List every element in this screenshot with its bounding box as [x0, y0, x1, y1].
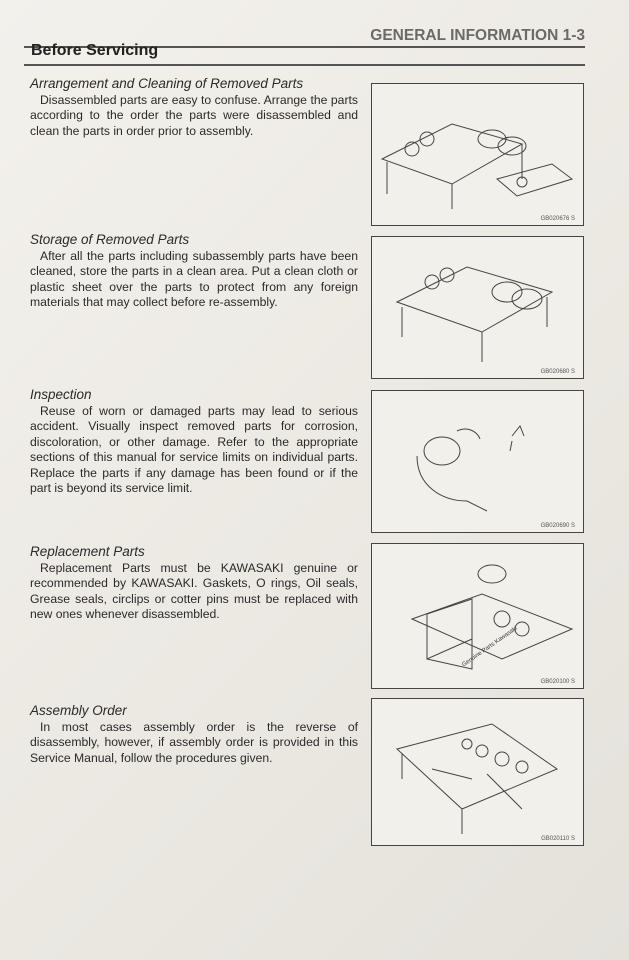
figure-replacement-parts	[371, 543, 584, 689]
section-title: Assembly Order	[30, 703, 127, 718]
figure-code: GB020690 S	[540, 523, 575, 529]
section-body: Replacement Parts must be KAWASAKI genuine or recommended by KAWASAKI. Gaskets, O rings, Oil seals, Grease seals, circlips or cotter pins must be replaced with new ones whenever disassembled.	[30, 560, 358, 621]
section-storage	[30, 232, 358, 311]
section-assembly	[30, 703, 358, 766]
section-body: In most cases assembly order is the reverse of disassembly, however, if assembly order is provided in this Service Manual, follow the procedures given.	[30, 719, 358, 765]
section-title: Arrangement and Cleaning of Removed Parts	[30, 76, 304, 91]
chapter-header: GENERAL INFORMATION 1-3	[370, 27, 585, 44]
figure-code: GB020676 S	[540, 216, 575, 222]
section-body: Reuse of worn or damaged parts may lead to serious accident. Visually inspect removed parts for corrosion, discoloration, or other damage. Refer to the appropriate sections of this manual for service limits on individual parts. Replace the parts if any damage has been found or if the part is beyond its service limit.	[30, 403, 358, 495]
section-title: Replacement Parts	[30, 544, 145, 559]
figure-inspection	[371, 390, 584, 533]
section-title: Storage of Removed Parts	[30, 232, 190, 247]
figure-code: GB020680 S	[540, 369, 575, 375]
section-inspection	[30, 387, 358, 497]
section-title: Inspection	[30, 387, 92, 402]
section-replacement	[30, 544, 358, 623]
figure-parts-stored	[371, 236, 584, 379]
figure-code: GB020100 S	[540, 679, 575, 685]
page-title: Before Servicing	[31, 42, 159, 59]
figure-parts-arranged	[371, 83, 584, 226]
figure-code: GB020110 S	[541, 836, 575, 842]
section-body: Disassembled parts are easy to confuse. Arrange the parts according to the order the parts were disassembled and clean the parts in order prior to assembly.	[30, 92, 358, 138]
section-arrangement	[30, 76, 358, 139]
figure-assembly	[371, 698, 584, 846]
divider	[24, 64, 585, 66]
genuine-parts-box-label: Genuine Parts Kawasaki	[461, 625, 519, 669]
section-body: After all the parts including subassembly parts have been cleaned, store the parts in a clean area. Put a clean cloth or plastic sheet over the parts to protect from any foreign materials that may collect before re-assembly.	[30, 248, 358, 309]
